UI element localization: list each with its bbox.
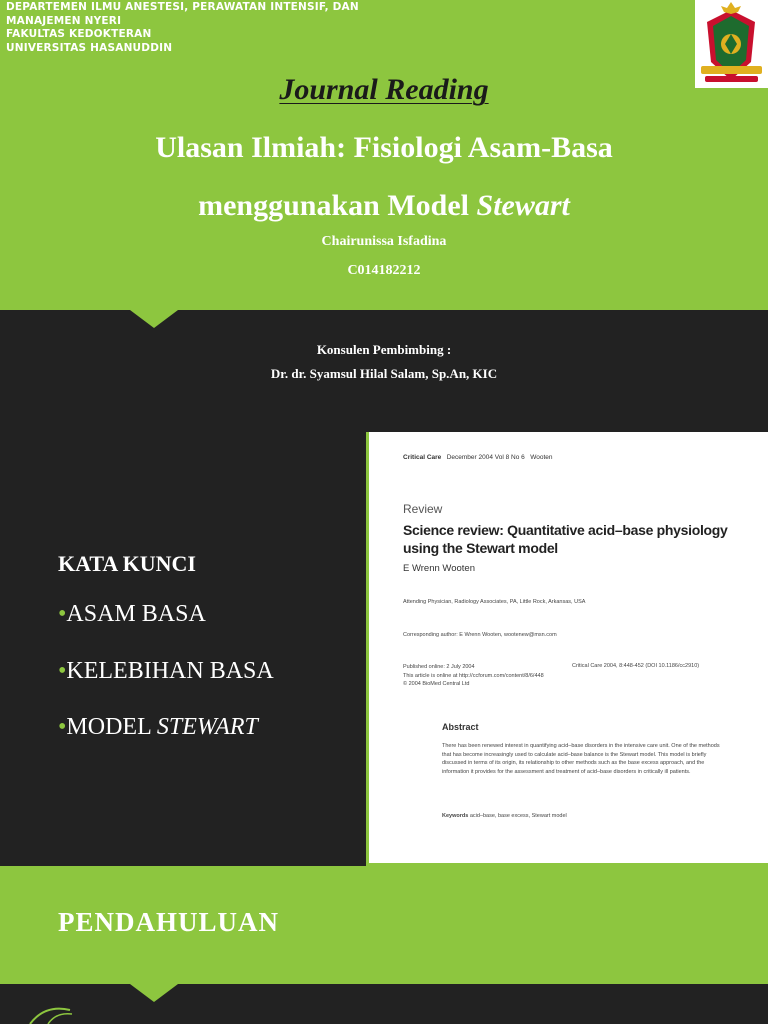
title-slide [0,0,768,310]
keyword-item: •ASAM BASA [58,601,206,627]
paper-running-header: Critical Care December 2004 Vol 8 No 6 Wooten [403,454,553,461]
paper-author: E Wrenn Wooten [403,563,475,574]
slide-divider-notch [130,984,178,1002]
student-id: C014182212 [347,263,421,278]
keyword-item: •KELEBIHAN BASA [58,658,274,684]
bullet-icon: • [58,658,67,684]
talk-title-line-1: Ulasan Ilmiah: Fisiologi Asam-Basa [155,131,613,164]
paper-corresponding: Corresponding author: E Wrenn Wooten, wootenew@msn.com [403,632,557,638]
keywords-heading: KATA KUNCI [58,551,196,576]
keyword-item: •MODEL STEWART [58,714,258,740]
leaf-decoration-icon [0,1000,120,1024]
paper-affiliation: Attending Physician, Radiology Associates, PA, Little Rock, Arkansas, USA [403,599,586,605]
presenter-name: Chairunissa Isfadina [321,234,447,249]
bullet-icon: • [58,714,67,740]
slide-divider-notch [130,310,178,328]
paper-abstract-heading: Abstract [442,722,479,732]
bullet-icon: • [58,601,67,627]
paper-citation: Critical Care 2004, 8:448-452 (DOI 10.1186/cc2910) [572,663,700,669]
intro-heading: PENDAHULUAN [58,907,280,937]
talk-title-line-2: menggunakan Model Stewart [198,189,570,222]
paper-thumbnail [366,432,768,866]
paper-title: Science review: Quantitative acid–base physiology using the Stewart model [403,522,728,556]
department-header: DEPARTEMEN ILMU ANESTESI, PERAWATAN INTENSIF, DAN MANAJEMEN NYERI FAKULTAS KEDOKTERAN UNIVERSITAS HASANUDDIN [6,1,359,54]
paper-abstract: There has been renewed interest in quantifying acid–base disorders in the intensive care unit. One of the methods that has become increasingly used to calculate acid–base balance is the Stewart model. This model is briefly discussed in terms of its origin, its relationship to other methods such as the base excess approach, and the information it provides for the assessment and treatment of acid–base disorders in critically ill patients. [442,743,720,775]
journal-reading-heading: Journal Reading [279,73,489,106]
paper-publication-info: Published online: 2 July 2004 This article is online at http://ccforum.com/content/8/6/448 © 2004 BioMed Central Ltd [403,664,544,687]
supervisor-label: Konsulen Pembimbing : [316,342,452,357]
paper-keywords: Keywords acid–base, base excess, Stewart model [442,813,567,819]
supervisor-name: Dr. dr. Syamsul Hilal Salam, Sp.An, KIC [270,366,498,381]
paper-type: Review [403,502,443,516]
